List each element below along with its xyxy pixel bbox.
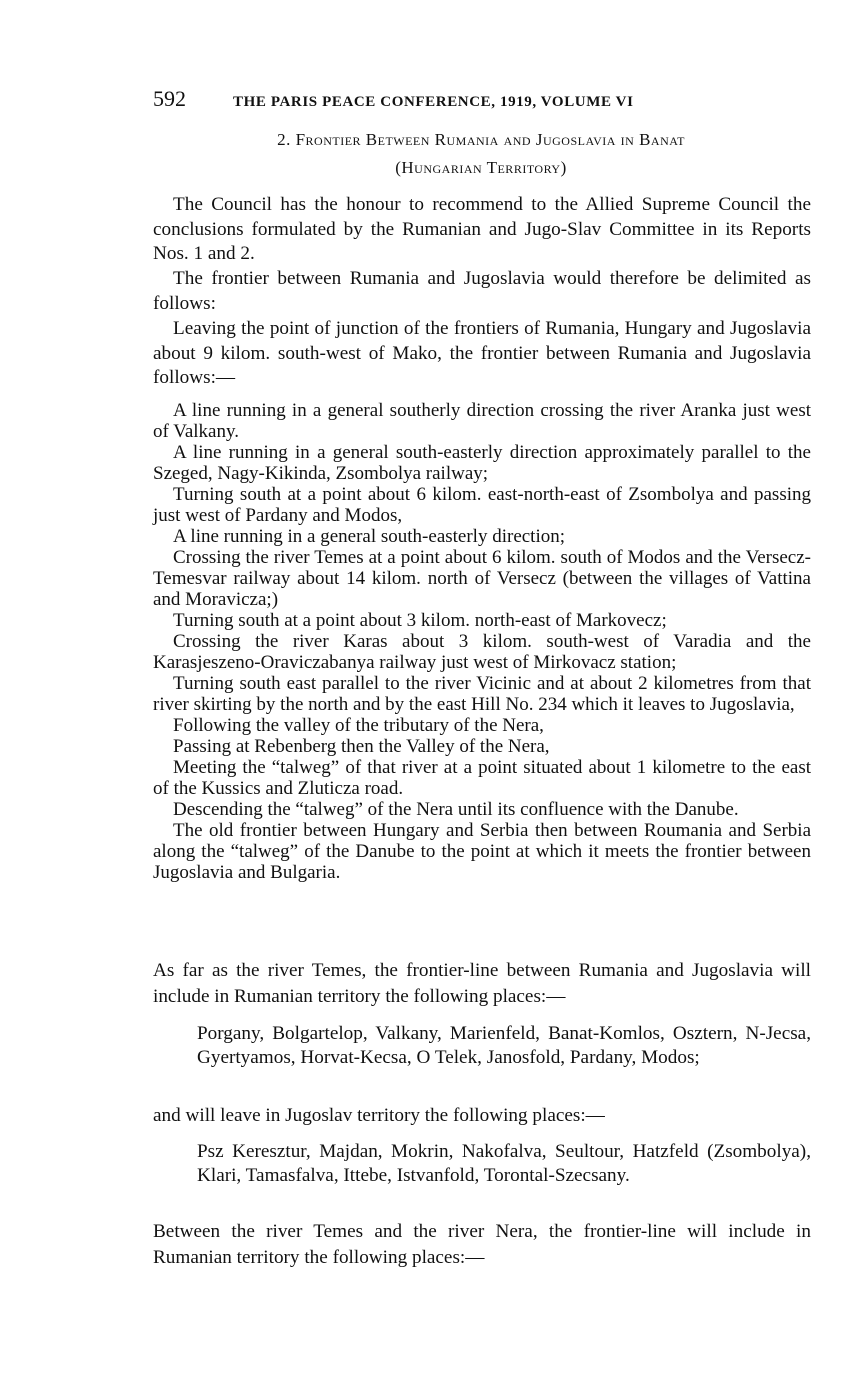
- route-item: Meeting the “talweg” of that river at a point situated about 1 kilometre to the east of the Kussics and Zluticza road.: [153, 757, 811, 799]
- rumanian-places-list: Porgany, Bolgartelop, Valkany, Marienfeld, Banat-Komlos, Osztern, N-Jecsa, Gyertyamos, Horvat-Kecsa, O Telek, Janosfold, Pardany, Modos;: [197, 1023, 811, 1068]
- nera-lead-paragraph: Between the river Temes and the river Nera, the frontier-line will include in Rumanian territory the following places:—: [153, 1221, 811, 1268]
- route-item: Turning south at a point about 6 kilom. east-north-east of Zsombolya and passing just west of Pardany and Modos,: [153, 484, 811, 526]
- intro-paragraph-3: [153, 317, 811, 391]
- frontier-route-list: [153, 400, 811, 883]
- route-item: Crossing the river Karas about 3 kilom. south-west of Varadia and the Karasjeszeno-Oraviczabanya railway just west of Mirkovacz station;: [153, 631, 811, 673]
- route-item: A line running in a general south-easterly direction;: [173, 526, 566, 547]
- route-item: A line running in a general southerly direction crossing the river Aranka just west of Valkany.: [153, 400, 811, 442]
- route-item: Turning south at a point about 3 kilom. north-east of Markovecz;: [173, 610, 667, 631]
- section-subtitle: (Hungarian Territory): [395, 158, 567, 177]
- jugoslav-places-list: Psz Keresztur, Majdan, Mokrin, Nakofalva, Seultour, Hatzfeld (Zsombolya), Klari, Tamasfalva, Ittebe, Istvanfold, Torontal-Szecsany.: [197, 1141, 811, 1186]
- route-item: Descending the “talweg” of the Nera until its confluence with the Danube.: [173, 799, 739, 820]
- intro-paragraph-2: [153, 267, 811, 316]
- intro-text: The frontier between Rumania and Jugoslavia would therefore be delimited as follows:: [153, 268, 811, 314]
- page-number: 592: [153, 86, 186, 111]
- route-item: Following the valley of the tributary of the Nera,: [173, 715, 544, 736]
- temes-lead-paragraph: As far as the river Temes, the frontier-line between Rumania and Jugoslavia will include in Rumanian territory the following places:—: [153, 960, 811, 1007]
- intro-text: The Council has the honour to recommend to the Allied Supreme Council the conclusions formulated by the Rumanian and Jugo-Slav Committee in its Reports Nos. 1 and 2.: [153, 194, 811, 264]
- intro-paragraph-1: [153, 193, 811, 267]
- route-item: The old frontier between Hungary and Serbia then between Roumania and Serbia along the “talweg” of the Danube to the point at which it meets the frontier between Jugoslavia and Bulgaria.: [153, 820, 811, 883]
- intro-text: Leaving the point of junction of the frontiers of Rumania, Hungary and Jugoslavia about 9 kilom. south-west of Mako, the frontier between Rumania and Jugoslavia follows:—: [153, 318, 811, 388]
- journal-title: THE PARIS PEACE CONFERENCE, 1919, VOLUME VI: [233, 94, 634, 110]
- route-item: Turning south east parallel to the river Vicinic and at about 2 kilometres from that river skirting by the north and by the east Hill No. 234 which it leaves to Jugoslavia,: [153, 673, 811, 715]
- route-item: Crossing the river Temes at a point about 6 kilom. south of Modos and the Versecz-Temesvar railway about 14 kilom. north of Versecz (between the villages of Vattina and Moravicza;): [153, 547, 811, 610]
- section-title: 2. Frontier Between Rumania and Jugoslavia in Banat: [277, 130, 685, 149]
- route-item: Passing at Rebenberg then the Valley of the Nera,: [173, 736, 550, 757]
- running-head: [153, 86, 753, 115]
- jugoslav-lead-paragraph: and will leave in Jugoslav territory the following places:—: [153, 1105, 605, 1126]
- route-item: A line running in a general south-easterly direction approximately parallel to the Szeged, Nagy-Kikinda, Zsombolya railway;: [153, 442, 811, 484]
